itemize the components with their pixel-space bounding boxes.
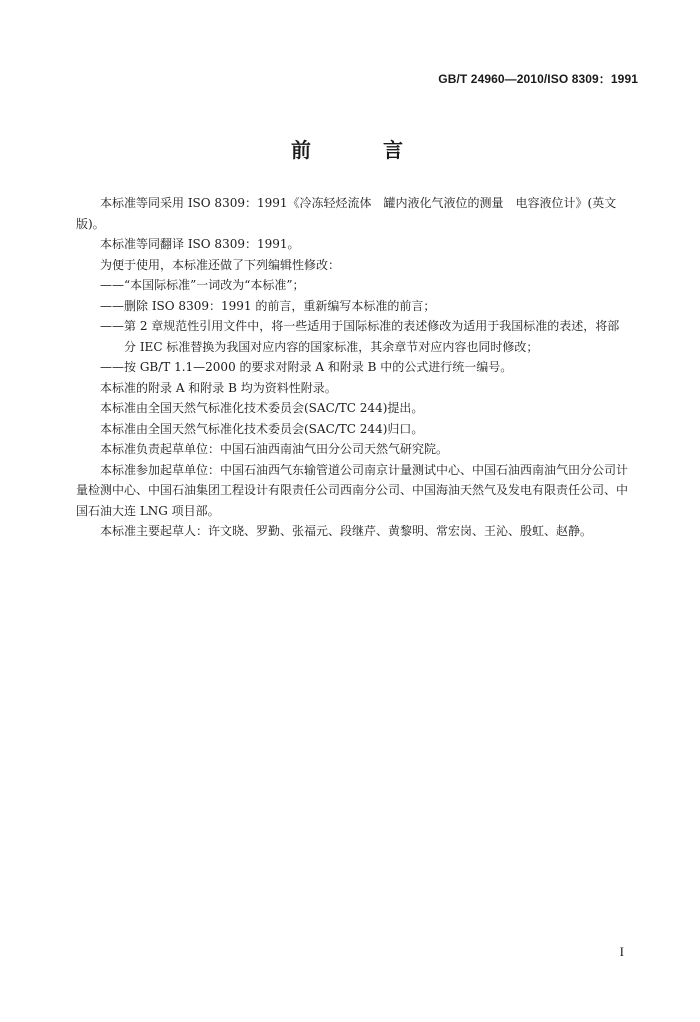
main-drafters-statement: 本标准主要起草人：许文晓、罗勤、张福元、段继芹、黄黎明、常宏岗、王沁、殷虹、赵静。 xyxy=(100,524,593,538)
change-item: ——删除 ISO 8309：1991 的前言，重新编写本标准的前言； xyxy=(100,298,436,313)
responsible-drafter-statement: 本标准负责起草单位：中国石油西南油气田分公司天然气研究院。 xyxy=(100,442,449,456)
change-item-line: ——第 2 章规范性引用文件中，将一些适用于国际标准的表述修改为适用于我国标准的表述，将部 xyxy=(100,319,620,333)
annex-statement: 本标准的附录 A 和附录 B 均为资料性附录。 xyxy=(100,380,337,395)
standard-code-header: GB/T 24960—2010/ISO 8309：1991 xyxy=(438,72,638,86)
page-title: 前 言 xyxy=(291,138,429,162)
change-item: ——“本国际标准”一词改为“本标准”； xyxy=(100,278,305,292)
proposer-statement: 本标准由全国天然气标准化技术委员会(SAC/TC 244)提出。 xyxy=(100,401,424,415)
administrator-statement: 本标准由全国天然气标准化技术委员会(SAC/TC 244)归口。 xyxy=(100,421,424,436)
adoption-paragraph: 本标准等同采用 ISO 8309：1991《冷冻轻烃流体 罐内液化气液位的测量 电容液位计》(英文版)。 xyxy=(76,196,617,231)
participating-drafters-statement: 本标准参加起草单位：中国石油西气东输管道公司南京计量测试中心、中国石油西南油气田分公司计量检测中心、中国石油集团工程设计有限责任公司西南分公司、中国海油天然气及发电有限责任公司、中国石油大连 LNG 项目部。 xyxy=(76,462,629,518)
translation-paragraph: 本标准等同翻译 ISO 8309：1991。 xyxy=(100,237,300,251)
change-item: ——按 GB/T 1.1—2000 的要求对附录 A 和附录 B 中的公式进行统一编号。 xyxy=(100,360,513,374)
page-number: I xyxy=(619,944,624,959)
change-item-continuation: 分 IEC 标准替换为我国对应内容的国家标准，其余章节对应内容也同时修改； xyxy=(124,339,539,354)
change-item xyxy=(76,316,636,357)
editorial-changes-intro: 为便于使用，本标准还做了下列编辑性修改： xyxy=(100,257,341,272)
foreword-body xyxy=(76,193,636,542)
